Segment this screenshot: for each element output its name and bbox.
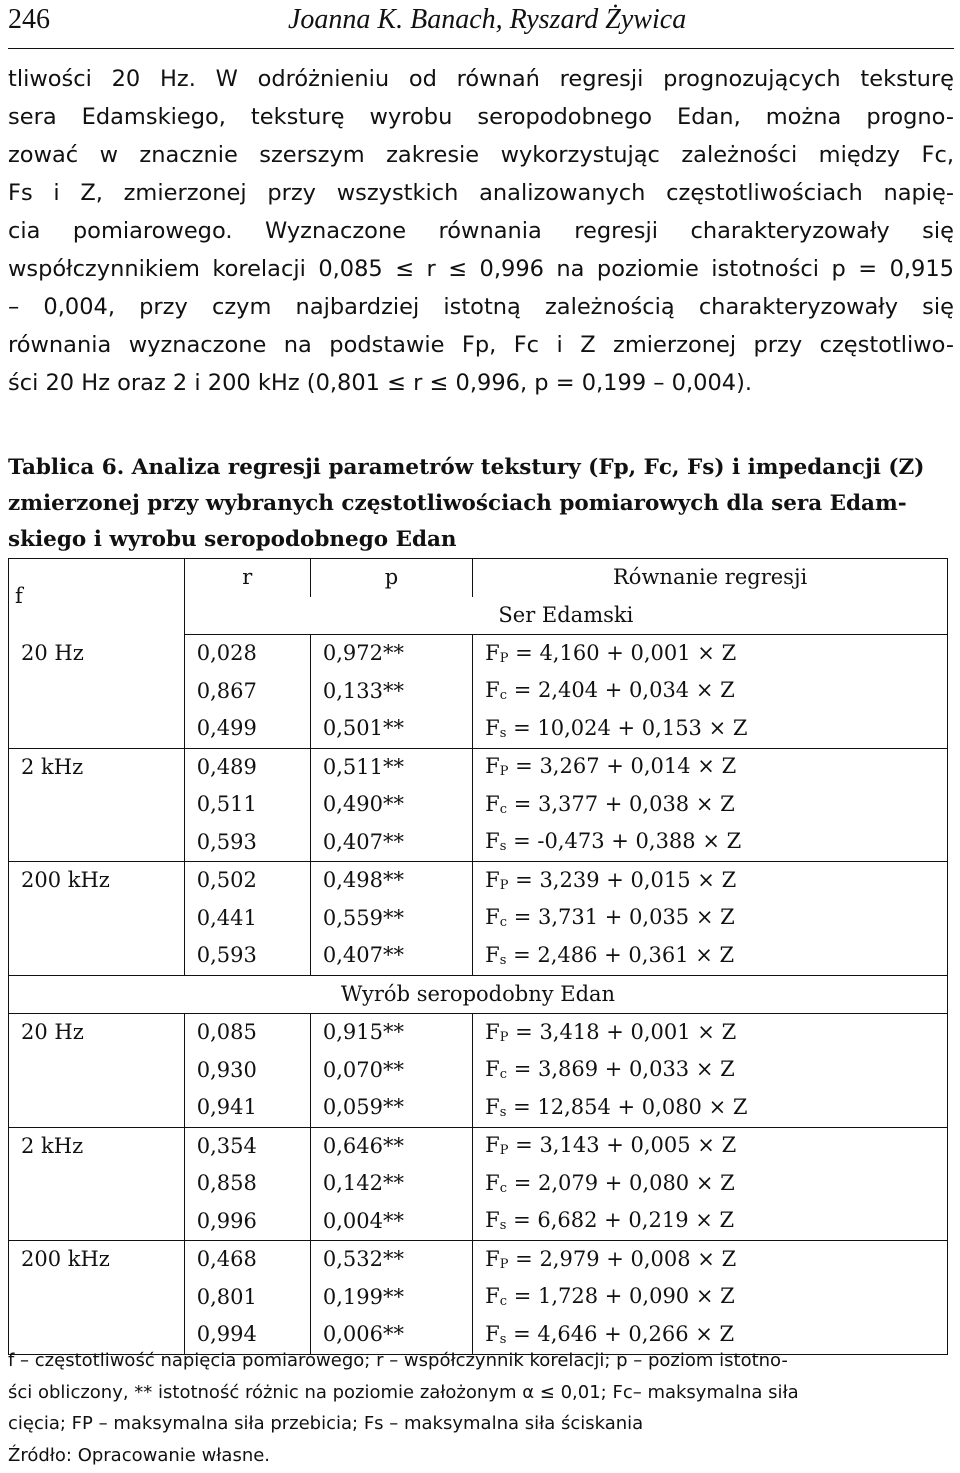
footnote-line: f – częstotliwość napięcia pomiarowego; r – współczynnik korelacji; p – poziom istotno- xyxy=(8,1350,788,1371)
force-subscript: P xyxy=(499,650,509,666)
force-symbol: F xyxy=(485,1094,500,1119)
force-symbol: F xyxy=(485,1246,500,1271)
body-line: równania wyznaczone na podstawie Fp, Fc i Z zmierzonej przy częstotliwo- xyxy=(8,332,954,358)
table-header-row xyxy=(9,559,948,597)
equation-text: = 2,486 + 0,361 × Z xyxy=(506,942,735,967)
r-value-cell: 0,489 xyxy=(184,748,310,786)
force-subscript: P xyxy=(499,877,509,893)
force-symbol: F xyxy=(485,754,500,779)
force-symbol: F xyxy=(485,942,500,967)
r-value-cell: 0,941 xyxy=(184,1089,310,1127)
caption-line: skiego i wyrobu seropodobnego Edan xyxy=(8,527,457,552)
force-symbol: F xyxy=(485,678,500,703)
force-symbol: F xyxy=(485,640,500,665)
force-symbol: F xyxy=(485,1057,500,1082)
frequency-cell: 200 kHz xyxy=(9,1241,185,1355)
r-value-cell: 0,354 xyxy=(184,1127,310,1165)
force-symbol: F xyxy=(485,1019,500,1044)
force-subscript: s xyxy=(499,1218,507,1234)
force-symbol: F xyxy=(485,791,500,816)
caption-line: Tablica 6. Analiza regresji parametrów tekstury (Fp, Fc, Fs) i impedancji (Z) xyxy=(8,455,925,480)
equation-cell xyxy=(473,710,948,748)
equation-text: = 2,079 + 0,080 × Z xyxy=(507,1170,735,1195)
equation-cell xyxy=(473,1089,948,1127)
regression-table xyxy=(8,558,948,1355)
equation-text: = 3,143 + 0,005 × Z xyxy=(508,1133,737,1158)
p-value-cell: 0,059** xyxy=(310,1089,472,1127)
footnote-line: Źródło: Opracowanie własne. xyxy=(8,1444,271,1466)
body-line: cia pomiarowego. Wyznaczone równania regresji charakteryzowały się xyxy=(8,218,954,244)
body-line: ści 20 Hz oraz 2 i 200 kHz (0,801 ≤ r ≤ 0,996, p = 0,199 – 0,004). xyxy=(8,370,753,396)
equation-cell xyxy=(473,1203,948,1241)
equation-text: = 6,682 + 0,219 × Z xyxy=(506,1208,735,1233)
section-title: Wyrób seropodobny Edan xyxy=(9,975,948,1014)
equation-text: = 3,239 + 0,015 × Z xyxy=(508,867,737,892)
force-subscript: s xyxy=(499,725,507,741)
table-row xyxy=(9,862,948,900)
equation-text: = -0,473 + 0,388 × Z xyxy=(506,829,742,854)
equation-cell xyxy=(473,1052,948,1090)
frequency-cell: 20 Hz xyxy=(9,1014,185,1128)
section-title: Ser Edamski xyxy=(184,597,947,635)
equation-text: = 1,728 + 0,090 × Z xyxy=(507,1284,735,1309)
r-value-cell: 0,801 xyxy=(184,1279,310,1317)
p-value-cell: 0,070** xyxy=(310,1052,472,1090)
p-value-cell: 0,490** xyxy=(310,786,472,824)
header-rule xyxy=(8,48,954,49)
equation-text: = 10,024 + 0,153 × Z xyxy=(506,715,748,740)
body-paragraph xyxy=(8,60,954,402)
r-value-cell: 0,468 xyxy=(184,1241,310,1279)
table-row xyxy=(9,748,948,786)
r-value-cell: 0,085 xyxy=(184,1014,310,1052)
equation-text: = 2,404 + 0,034 × Z xyxy=(507,678,735,703)
footnote-line: ści obliczony, ** istotność różnic na poziomie założonym α ≤ 0,01; Fc– maksymalna siła xyxy=(8,1381,799,1403)
equation-cell xyxy=(473,1165,948,1203)
equation-text: = 2,979 + 0,008 × Z xyxy=(508,1246,737,1271)
frequency-cell: 2 kHz xyxy=(9,1127,185,1241)
force-symbol: F xyxy=(485,1208,500,1233)
force-symbol: F xyxy=(485,1170,500,1195)
force-subscript: c xyxy=(499,688,508,704)
force-symbol: F xyxy=(485,905,500,930)
equation-cell xyxy=(473,1241,948,1279)
body-line: – 0,004, przy czym najbardziej istotną zależnością charakteryzowały się xyxy=(8,294,954,320)
force-symbol: F xyxy=(485,1133,500,1158)
caption-line: zmierzonej przy wybranych częstotliwościach pomiarowych dla sera Edam- xyxy=(8,491,907,516)
p-value-cell: 0,646** xyxy=(310,1127,472,1165)
equation-text: = 3,418 + 0,001 × Z xyxy=(508,1019,737,1044)
r-value-cell: 0,930 xyxy=(184,1052,310,1090)
table-row xyxy=(9,1014,948,1052)
header-r: r xyxy=(184,559,310,597)
frequency-cell: 200 kHz xyxy=(9,862,185,976)
r-value-cell: 0,858 xyxy=(184,1165,310,1203)
p-value-cell: 0,972** xyxy=(310,635,472,673)
table-caption xyxy=(8,450,954,558)
r-value-cell: 0,867 xyxy=(184,673,310,711)
equation-cell xyxy=(473,673,948,711)
force-subscript: P xyxy=(499,1256,509,1272)
equation-cell xyxy=(473,862,948,900)
p-value-cell: 0,915** xyxy=(310,1014,472,1052)
force-symbol: F xyxy=(485,1321,500,1346)
p-value-cell: 0,133** xyxy=(310,673,472,711)
force-subscript: c xyxy=(499,915,508,931)
force-subscript: s xyxy=(499,1331,507,1347)
equation-text: = 3,267 + 0,014 × Z xyxy=(508,754,737,779)
running-header xyxy=(8,4,950,44)
page-number: 246 xyxy=(8,4,50,35)
p-value-cell: 0,498** xyxy=(310,862,472,900)
equation-text: = 3,377 + 0,038 × Z xyxy=(507,791,735,816)
equation-text: = 4,646 + 0,266 × Z xyxy=(506,1321,735,1346)
section-title-row xyxy=(9,975,948,1014)
body-line: Fs i Z, zmierzonej przy wszystkich analizowanych częstotliwościach napię- xyxy=(8,180,954,206)
header-p: p xyxy=(310,559,472,597)
force-symbol: F xyxy=(485,829,500,854)
r-value-cell: 0,511 xyxy=(184,786,310,824)
force-symbol: F xyxy=(485,715,500,740)
equation-text: = 3,869 + 0,033 × Z xyxy=(507,1057,735,1082)
p-value-cell: 0,006** xyxy=(310,1316,472,1354)
force-subscript: P xyxy=(499,1143,509,1159)
table-row xyxy=(9,1241,948,1279)
p-value-cell: 0,142** xyxy=(310,1165,472,1203)
header-equation: Równanie regresji xyxy=(473,559,948,597)
r-value-cell: 0,593 xyxy=(184,937,310,975)
body-line: tliwości 20 Hz. W odróżnieniu od równań regresji prognozujących teksturę xyxy=(8,66,954,92)
r-value-cell: 0,502 xyxy=(184,862,310,900)
body-line: zować w znacznie szerszym zakresie wykorzystując zależności między Fc, xyxy=(8,142,954,168)
force-symbol: F xyxy=(485,1284,500,1309)
body-line: sera Edamskiego, teksturę wyrobu seropodobnego Edan, można progno- xyxy=(8,104,954,130)
force-subscript: c xyxy=(499,1180,508,1196)
force-subscript: c xyxy=(499,1294,508,1310)
p-value-cell: 0,407** xyxy=(310,937,472,975)
equation-cell xyxy=(473,900,948,938)
force-subscript: c xyxy=(499,801,508,817)
equation-cell xyxy=(473,937,948,975)
table-footnote xyxy=(8,1345,954,1471)
equation-cell xyxy=(473,1127,948,1165)
force-subscript: P xyxy=(499,1029,509,1045)
r-value-cell: 0,028 xyxy=(184,635,310,673)
r-value-cell: 0,996 xyxy=(184,1203,310,1241)
r-value-cell: 0,499 xyxy=(184,710,310,748)
force-subscript: P xyxy=(499,764,509,780)
table-row xyxy=(9,1127,948,1165)
force-subscript: s xyxy=(499,952,507,968)
equation-cell xyxy=(473,1014,948,1052)
equation-cell xyxy=(473,635,948,673)
force-subscript: s xyxy=(499,1104,507,1120)
r-value-cell: 0,994 xyxy=(184,1316,310,1354)
equation-text: = 4,160 + 0,001 × Z xyxy=(508,640,737,665)
body-line: współczynnikiem korelacji 0,085 ≤ r ≤ 0,996 na poziomie istotności p = 0,915 xyxy=(8,256,954,282)
frequency-cell: 20 Hz xyxy=(9,635,185,749)
equation-cell xyxy=(473,824,948,862)
p-value-cell: 0,407** xyxy=(310,824,472,862)
force-subscript: c xyxy=(499,1067,508,1083)
force-symbol: F xyxy=(485,867,500,892)
p-value-cell: 0,559** xyxy=(310,900,472,938)
header-f: f xyxy=(9,559,185,635)
table-row xyxy=(9,635,948,673)
footnote-line: cięcia; FP – maksymalna siła przebicia; Fs – maksymalna siła ściskania xyxy=(8,1413,644,1434)
equation-cell xyxy=(473,1279,948,1317)
p-value-cell: 0,501** xyxy=(310,710,472,748)
r-value-cell: 0,441 xyxy=(184,900,310,938)
equation-text: = 12,854 + 0,080 × Z xyxy=(506,1094,748,1119)
equation-text: = 3,731 + 0,035 × Z xyxy=(507,905,735,930)
force-subscript: s xyxy=(499,839,507,855)
running-header-authors: Joanna K. Banach, Ryszard Żywica xyxy=(288,4,687,35)
p-value-cell: 0,532** xyxy=(310,1241,472,1279)
p-value-cell: 0,199** xyxy=(310,1279,472,1317)
p-value-cell: 0,004** xyxy=(310,1203,472,1241)
frequency-cell: 2 kHz xyxy=(9,748,185,862)
equation-cell xyxy=(473,786,948,824)
equation-cell xyxy=(473,748,948,786)
p-value-cell: 0,511** xyxy=(310,748,472,786)
r-value-cell: 0,593 xyxy=(184,824,310,862)
